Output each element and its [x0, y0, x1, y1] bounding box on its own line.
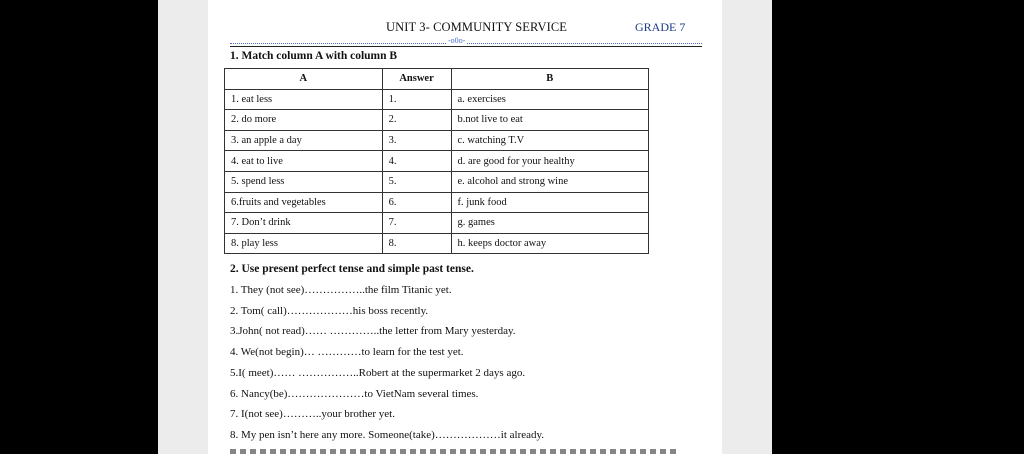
column-b-cell: g. games	[451, 213, 649, 234]
grade-label: GRADE 7	[635, 20, 686, 34]
answer-cell: 6.	[382, 192, 451, 213]
column-a-header: A	[225, 69, 383, 90]
answer-cell: 3.	[382, 130, 451, 151]
column-a-cell: 1. eat less	[225, 89, 383, 110]
answer-column-header: Answer	[382, 69, 451, 90]
table-header-row	[225, 69, 649, 90]
column-b-cell: c. watching T.V	[451, 130, 649, 151]
column-b-cell: a. exercises	[451, 89, 649, 110]
column-b-cell: e. alcohol and strong wine	[451, 171, 649, 192]
column-b-cell: d. are good for your healthy	[451, 151, 649, 172]
table-row	[225, 110, 649, 131]
column-a-cell: 8. play less	[225, 233, 383, 254]
table-row	[225, 130, 649, 151]
section-1-title: 1. Match column A with column B	[230, 50, 398, 62]
table-row	[225, 151, 649, 172]
exercise-item: 8. My pen isn’t here any more. Someone(take)………………it already.	[230, 429, 545, 441]
table-row	[225, 192, 649, 213]
table-row	[225, 171, 649, 192]
answer-cell: 2.	[382, 110, 451, 131]
column-a-cell: 6.fruits and vegetables	[225, 192, 383, 213]
column-a-cell: 7. Don’t drink	[225, 213, 383, 234]
matching-table	[224, 68, 649, 254]
answer-cell: 5.	[382, 171, 451, 192]
exercise-item: 2. Tom( call)………………his boss recently.	[230, 305, 429, 317]
table-row	[225, 89, 649, 110]
column-a-cell: 2. do more	[225, 110, 383, 131]
column-a-cell: 5. spend less	[225, 171, 383, 192]
column-b-header: B	[451, 69, 649, 90]
exercise-item: 3.John( not read)…… …………..the letter from Mary yesterday.	[230, 325, 516, 337]
table-row	[225, 213, 649, 234]
exercise-item: 4. We(not begin)… …………to learn for the test yet.	[230, 346, 464, 358]
cut-off-next-line	[230, 449, 680, 454]
answer-cell: 7.	[382, 213, 451, 234]
section-2-title: 2. Use present perfect tense and simple past tense.	[230, 263, 474, 275]
document-page	[208, 0, 722, 454]
exercise-item: 6. Nancy(be)…………………to VietNam several times.	[230, 388, 479, 400]
column-a-cell: 4. eat to live	[225, 151, 383, 172]
column-b-cell: b.not live to eat	[451, 110, 649, 131]
exercise-item: 7. I(not see)………..your brother yet.	[230, 408, 395, 420]
answer-cell: 1.	[382, 89, 451, 110]
table-row	[225, 233, 649, 254]
exercise-item: 5.I( meet)…… ……………..Robert at the supermarket 2 days ago.	[230, 367, 526, 379]
column-b-cell: f. junk food	[451, 192, 649, 213]
column-b-cell: h. keeps doctor away	[451, 233, 649, 254]
column-a-cell: 3. an apple a day	[225, 130, 383, 151]
exercise-item: 1. They (not see)……………..the film Titanic yet.	[230, 284, 452, 296]
header-divider	[230, 46, 702, 47]
answer-cell: 4.	[382, 151, 451, 172]
answer-cell: 8.	[382, 233, 451, 254]
header-ornament: -o0o-	[448, 36, 466, 45]
unit-title: UNIT 3- COMMUNITY SERVICE	[386, 20, 568, 34]
